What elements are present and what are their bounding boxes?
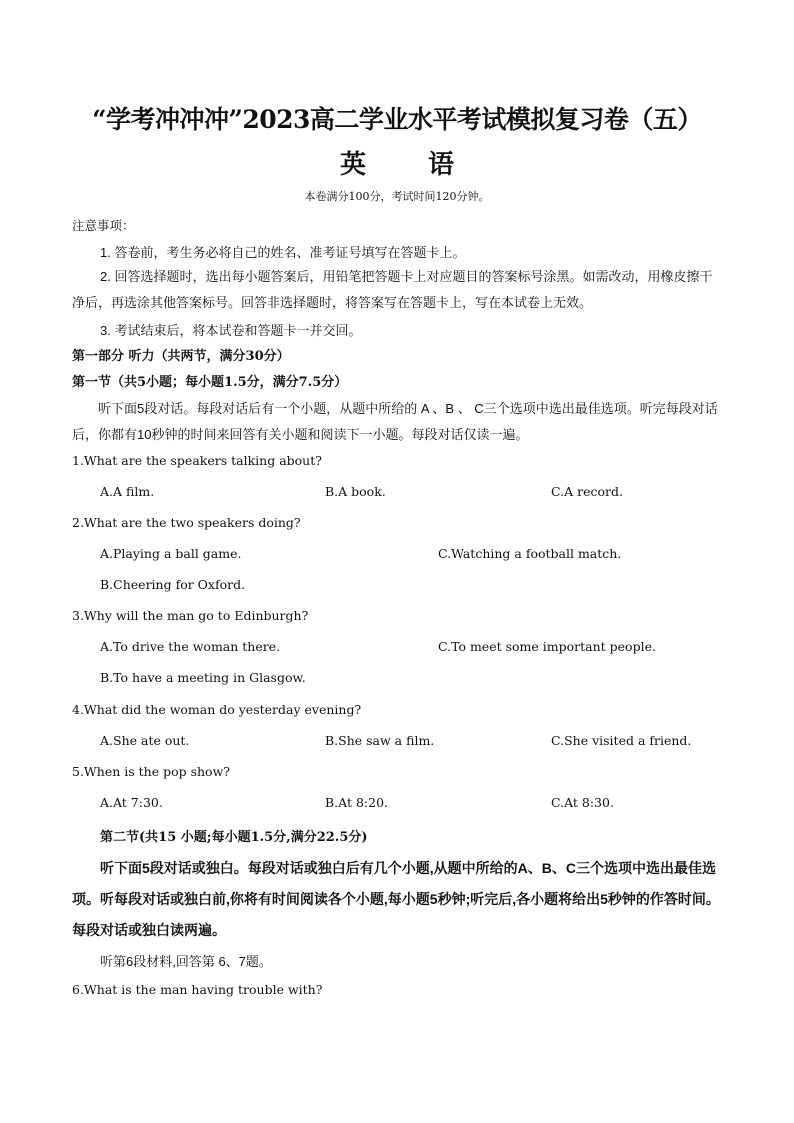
subject-title: 英 语 <box>339 150 472 180</box>
q1-option-a[interactable]: A.A film. <box>100 484 155 499</box>
section1-heading: 第一节（共5小题；每小题1.5分，满分7.5分） <box>72 375 348 390</box>
q2-option-b[interactable]: B.Cheering for Oxford. <box>100 577 246 592</box>
question-1-stem: 1.What are the speakers talking about? <box>72 453 322 468</box>
q5-option-c[interactable]: C.At 8:30. <box>551 795 614 810</box>
q4-option-b[interactable]: B.She saw a film. <box>325 733 435 748</box>
section2-heading: 第二节(共15 小题;每小题1.5分,满分22.5分) <box>100 830 368 845</box>
question-2-stem: 2.What are the two speakers doing? <box>72 515 301 530</box>
part1-heading: 第一部分 听力（共两节，满分30分） <box>72 349 290 364</box>
q4-option-a[interactable]: A.She ate out. <box>100 733 190 748</box>
notes-heading: 注意事项： <box>72 219 135 233</box>
q3-option-c[interactable]: C.To meet some important people. <box>438 639 656 654</box>
question-3-stem: 3.Why will the man go to Edinburgh? <box>72 608 309 623</box>
note-item-2: 2. 回答选择题时，选出每小题答案后，用铅笔把答题卡上对应题目的答案标号涂黑。如需改动，用橡皮擦干净后，再选涂其他答案标号。回答非选择题时，将答案写在答题卡上，写在本试卷上无效。 <box>72 269 713 310</box>
question-6-stem: 6.What is the man having trouble with? <box>72 982 323 997</box>
section2-instructions: 听下面5段对话或独白。每段对话或独白后有几个小题,从题中所给的A、B、C三个选项中选出最佳选项。听每段对话或独白前,你将有时间阅读各个小题,每小题5秒钟;听完后,各小题将给出5秒钟的作答时间。每段对话或独白读两遍。 <box>72 860 720 938</box>
q3-option-a[interactable]: A.To drive the woman there. <box>100 639 281 654</box>
q2-option-c[interactable]: C.Watching a football match. <box>438 546 622 561</box>
material-6-note: 听第6段材料,回答第 6、7题。 <box>100 954 272 969</box>
exam-meta: 本卷满分100分，考试时间120分钟。 <box>304 190 490 203</box>
section1-instructions: 听下面5段对话。每段对话后有一个小题，从题中所给的 A 、B 、 C三个选项中选出最佳选项。听完每段对话后，你都有10秒钟的时间来回答有关小题和阅读下一小题。每段对话仅读一遍。 <box>72 401 718 442</box>
q5-option-b[interactable]: B.At 8:20. <box>325 795 389 810</box>
q3-option-b[interactable]: B.To have a meeting in Glasgow. <box>100 670 306 685</box>
question-5-stem: 5.When is the pop show? <box>72 764 230 779</box>
question-4-stem: 4.What did the woman do yesterday evening? <box>72 702 362 717</box>
note-item-1: 1. 答卷前，考生务必将自己的姓名、准考证号填写在答题卡上。 <box>100 245 466 260</box>
q4-option-c[interactable]: C.She visited a friend. <box>551 733 692 748</box>
exam-title: “学考冲冲冲”2023高二学业水平考试模拟复习卷（五） <box>92 105 702 134</box>
q5-option-a[interactable]: A.At 7:30. <box>100 795 163 810</box>
q1-option-c[interactable]: C.A record. <box>551 484 623 499</box>
note-item-3: 3. 考试结束后，将本试卷和答题卡一并交回。 <box>100 323 362 338</box>
q2-option-a[interactable]: A.Playing a ball game. <box>100 546 242 561</box>
q1-option-b[interactable]: B.A book. <box>325 484 386 499</box>
